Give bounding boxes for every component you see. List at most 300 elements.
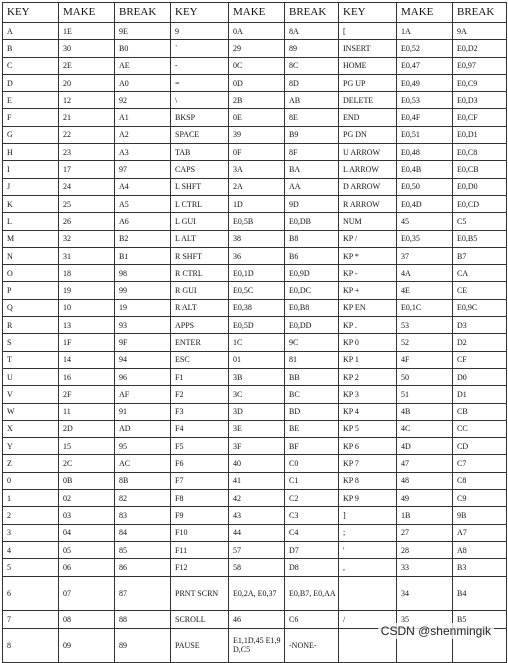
key-cell: F4 [171,420,229,437]
break-cell: 87 [115,576,171,610]
key-cell: KP / [339,230,397,247]
make-cell: 41 [229,472,285,489]
break-cell: E0,DD [285,317,339,334]
key-cell: ESC [171,351,229,368]
key-cell: M [3,230,59,247]
key-cell: KP 9 [339,490,397,507]
key-cell: D [3,74,59,91]
key-cell: H [3,144,59,161]
break-cell: B5 [453,610,507,628]
key-cell: Z [3,455,59,472]
break-cell: 86 [115,559,171,576]
break-cell: D1 [453,386,507,403]
table-row [3,178,507,195]
table-row [3,490,507,507]
break-cell: D3 [453,317,507,334]
key-cell: V [3,386,59,403]
break-cell: E0,97 [453,57,507,74]
key-cell: KP . [339,317,397,334]
table-row [3,74,507,91]
break-cell: E0,CB [453,161,507,178]
key-cell: U [3,368,59,385]
make-cell: E0,4F [397,109,453,126]
key-cell: SCROLL [171,610,229,628]
break-cell: 89 [115,628,171,662]
key-cell: HOME [339,57,397,74]
break-cell: B9 [285,126,339,143]
make-cell: 06 [59,559,115,576]
make-cell: E0,38 [229,299,285,316]
table-row [3,126,507,143]
make-cell: 0E [229,109,285,126]
key-cell: F7 [171,472,229,489]
make-cell: 25 [59,195,115,212]
table-row [3,386,507,403]
make-cell: E0,48 [397,144,453,161]
make-cell: 07 [59,576,115,610]
key-cell: = [171,74,229,91]
key-cell: R SHFT [171,247,229,264]
key-cell: \ [171,92,229,109]
key-cell: L SHFT [171,178,229,195]
key-cell: ; [339,524,397,541]
break-cell: B7 [453,247,507,264]
make-cell: E0,53 [397,92,453,109]
key-cell: F3 [171,403,229,420]
break-cell: 8B [115,472,171,489]
break-cell: 8D [285,74,339,91]
key-cell: W [3,403,59,420]
make-cell: 24 [59,178,115,195]
make-cell: 51 [397,386,453,403]
break-cell: 83 [115,507,171,524]
break-cell: 94 [115,351,171,368]
make-cell: 3C [229,386,285,403]
make-cell: 26 [59,213,115,230]
break-cell: 8F [285,144,339,161]
break-cell: AF [115,386,171,403]
key-cell: TAB [171,144,229,161]
key-cell: END [339,109,397,126]
make-cell: 14 [59,351,115,368]
key-cell: KP * [339,247,397,264]
break-cell: CD [453,438,507,455]
watermark: CSDN @shenmingik [378,623,494,639]
col-header-break: BREAK [285,3,339,23]
key-cell: T [3,351,59,368]
break-cell: BF [285,438,339,455]
header-row [3,3,507,23]
key-cell: KP 3 [339,386,397,403]
make-cell: 0A [229,23,285,40]
make-cell: 1D [229,195,285,212]
table-row [3,299,507,316]
make-cell: E0,5B [229,213,285,230]
make-cell: E0,2A, E0,37 [229,576,285,610]
make-cell: 39 [229,126,285,143]
make-cell: 49 [397,490,453,507]
key-cell: INSERT [339,40,397,57]
make-cell: 11 [59,403,115,420]
break-cell: 8E [285,109,339,126]
break-cell: CE [453,282,507,299]
make-cell: 42 [229,490,285,507]
key-cell: PRNT SCRN [171,576,229,610]
col-header-make: MAKE [397,3,453,23]
col-header-make: MAKE [229,3,285,23]
break-cell: 9E [115,23,171,40]
break-cell: D2 [453,334,507,351]
make-cell: 38 [229,230,285,247]
break-cell: C7 [453,455,507,472]
make-cell: 17 [59,161,115,178]
break-cell: C0 [285,455,339,472]
key-cell: L ALT [171,230,229,247]
make-cell: 4F [397,351,453,368]
make-cell: 57 [229,541,285,558]
break-cell: CB [453,403,507,420]
col-header-key: KEY [339,3,397,23]
table-row [3,57,507,74]
break-cell: A8 [453,541,507,558]
col-header-key: KEY [171,3,229,23]
make-cell: E1,1D,45 E1,9D,C5 [229,628,285,662]
break-cell: 9B [453,507,507,524]
break-cell: 9C [285,334,339,351]
col-header-key: KEY [3,3,59,23]
key-cell: NUM [339,213,397,230]
table-row [3,317,507,334]
make-cell: 2F [59,386,115,403]
break-cell: BA [285,161,339,178]
key-cell: X [3,420,59,437]
make-cell: 28 [397,541,453,558]
key-cell: F6 [171,455,229,472]
break-cell: E0,D3 [453,92,507,109]
table-row [3,420,507,437]
key-cell: F8 [171,490,229,507]
make-cell: 1B [397,507,453,524]
break-cell: C8 [453,472,507,489]
make-cell: 40 [229,455,285,472]
break-cell: E0,B8 [285,299,339,316]
key-cell: 9 [171,23,229,40]
make-cell: 34 [397,576,453,610]
table-row [3,472,507,489]
key-cell: ENTER [171,334,229,351]
break-cell: A1 [115,109,171,126]
key-cell: KP 8 [339,472,397,489]
break-cell: 96 [115,368,171,385]
table-row [3,403,507,420]
key-cell: Q [3,299,59,316]
make-cell: 45 [397,213,453,230]
break-cell: B1 [115,247,171,264]
make-cell: 3E [229,420,285,437]
key-cell: F9 [171,507,229,524]
break-cell: AA [285,178,339,195]
table-row [3,144,507,161]
break-cell: BB [285,368,339,385]
break-cell: C1 [285,472,339,489]
make-cell: 32 [59,230,115,247]
break-cell: D8 [285,559,339,576]
key-cell: C [3,57,59,74]
key-cell: 5 [3,559,59,576]
table-row [3,247,507,264]
make-cell: 10 [59,299,115,316]
table-row [3,40,507,57]
make-cell: E0,49 [397,74,453,91]
make-cell: 43 [229,507,285,524]
break-cell: E0,CF [453,109,507,126]
break-cell: 8A [285,23,339,40]
break-cell: 85 [115,541,171,558]
break-cell: AB [285,92,339,109]
break-cell: BC [285,386,339,403]
key-cell: KP 1 [339,351,397,368]
key-cell: / [339,610,397,628]
key-cell: B [3,40,59,57]
break-cell: E0,B7, E0,AA [285,576,339,610]
break-cell: 9D [285,195,339,212]
break-cell: BD [285,403,339,420]
col-header-break: BREAK [115,3,171,23]
make-cell: 3A [229,161,285,178]
make-cell: 3B [229,368,285,385]
make-cell: 0D [229,74,285,91]
make-cell: 1C [229,334,285,351]
make-cell: 01 [229,351,285,368]
break-cell: C4 [285,524,339,541]
make-cell: 02 [59,490,115,507]
key-cell: 8 [3,628,59,662]
key-cell: F12 [171,559,229,576]
make-cell: 18 [59,265,115,282]
make-cell: E0,5D [229,317,285,334]
key-cell: PG DN [339,126,397,143]
make-cell: 21 [59,109,115,126]
key-cell: F11 [171,541,229,558]
key-cell: D ARROW [339,178,397,195]
key-cell: 4 [3,541,59,558]
table-row [3,161,507,178]
break-cell: CC [453,420,507,437]
make-cell: 20 [59,74,115,91]
key-cell: R GUI [171,282,229,299]
key-cell: F [3,109,59,126]
break-cell: -NONE- [285,628,339,662]
key-cell: O [3,265,59,282]
key-cell: APPS [171,317,229,334]
key-cell: SPACE [171,126,229,143]
key-cell: PAUSE [171,628,229,662]
key-cell: KP 5 [339,420,397,437]
key-cell: R CTRL [171,265,229,282]
make-cell: E0,1C [397,299,453,316]
make-cell: 16 [59,368,115,385]
break-cell: 82 [115,490,171,507]
key-cell: N [3,247,59,264]
make-cell: 22 [59,126,115,143]
break-cell: D0 [453,368,507,385]
table-row [3,507,507,524]
make-cell: 4A [397,265,453,282]
break-cell: 19 [115,299,171,316]
make-cell: E0,50 [397,178,453,195]
break-cell: A3 [115,144,171,161]
key-cell: R [3,317,59,334]
make-cell: 4D [397,438,453,455]
key-cell: F1 [171,368,229,385]
key-cell: 0 [3,472,59,489]
make-cell: 19 [59,282,115,299]
make-cell: 1F [59,334,115,351]
break-cell: E0,DB [285,213,339,230]
key-cell: 7 [3,610,59,628]
key-cell: PG UP [339,74,397,91]
break-cell: C2 [285,490,339,507]
make-cell: 23 [59,144,115,161]
break-cell: E0,D1 [453,126,507,143]
make-cell: 27 [397,524,453,541]
make-cell: 2E [59,57,115,74]
make-cell: 2C [59,455,115,472]
break-cell: 98 [115,265,171,282]
key-cell: KP 2 [339,368,397,385]
key-cell: G [3,126,59,143]
key-cell: 3 [3,524,59,541]
break-cell: 84 [115,524,171,541]
break-cell: D7 [285,541,339,558]
break-cell: A7 [453,524,507,541]
key-cell: L GUI [171,213,229,230]
break-cell: A5 [115,195,171,212]
break-cell: B3 [453,559,507,576]
key-cell: L [3,213,59,230]
make-cell: E0,47 [397,57,453,74]
make-cell: 15 [59,438,115,455]
break-cell: 81 [285,351,339,368]
key-cell: KP 4 [339,403,397,420]
col-header-break: BREAK [453,3,507,23]
break-cell: AC [115,455,171,472]
make-cell: 05 [59,541,115,558]
make-cell: 2B [229,92,285,109]
break-cell: 9A [453,23,507,40]
table-row [3,368,507,385]
break-cell: BE [285,420,339,437]
table-row [3,455,507,472]
make-cell: 30 [59,40,115,57]
break-cell: 91 [115,403,171,420]
make-cell: 2A [229,178,285,195]
break-cell: B0 [115,40,171,57]
break-cell: B6 [285,247,339,264]
key-cell: KP 6 [339,438,397,455]
make-cell: E0,4D [397,195,453,212]
table-row [3,282,507,299]
make-cell: 4B [397,403,453,420]
make-cell: E0,51 [397,126,453,143]
key-cell: - [171,57,229,74]
key-cell: ] [339,507,397,524]
make-cell: E0,52 [397,40,453,57]
key-cell: E [3,92,59,109]
table-row [3,576,507,610]
break-cell: E0,9C [453,299,507,316]
break-cell: AE [115,57,171,74]
key-cell: Y [3,438,59,455]
make-cell: 3F [229,438,285,455]
break-cell: E0,DC [285,282,339,299]
key-cell: KP 7 [339,455,397,472]
break-cell: B8 [285,230,339,247]
make-cell: 50 [397,368,453,385]
break-cell: CA [453,265,507,282]
key-cell: 1 [3,490,59,507]
break-cell: E0,C8 [453,144,507,161]
break-cell: 8C [285,57,339,74]
make-cell: 0F [229,144,285,161]
key-cell: I [3,161,59,178]
break-cell: C6 [285,610,339,628]
make-cell: 03 [59,507,115,524]
break-cell: B4 [453,576,507,610]
break-cell: E0,9D [285,265,339,282]
key-cell: J [3,178,59,195]
make-cell: 13 [59,317,115,334]
key-cell: L CTRL [171,195,229,212]
make-cell: 1E [59,23,115,40]
key-cell: U ARROW [339,144,397,161]
table-row [3,92,507,109]
make-cell: E0,4B [397,161,453,178]
key-cell: P [3,282,59,299]
make-cell: 58 [229,559,285,576]
table-row [3,23,507,40]
break-cell: 9F [115,334,171,351]
key-cell: 6 [3,576,59,610]
make-cell: 46 [229,610,285,628]
break-cell: 99 [115,282,171,299]
table-row [3,351,507,368]
break-cell: 88 [115,610,171,628]
key-cell: L ARROW [339,161,397,178]
make-cell: 29 [229,40,285,57]
key-cell: F5 [171,438,229,455]
make-cell: 31 [59,247,115,264]
break-cell: C3 [285,507,339,524]
key-cell: BKSP [171,109,229,126]
break-cell: AD [115,420,171,437]
break-cell: E0,D0 [453,178,507,195]
break-cell: E0,C9 [453,74,507,91]
make-cell: E0,1D [229,265,285,282]
key-cell: A [3,23,59,40]
key-cell: ' [339,541,397,558]
break-cell: C9 [453,490,507,507]
break-cell: 95 [115,438,171,455]
make-cell: 36 [229,247,285,264]
make-cell: 47 [397,455,453,472]
break-cell: E0,D2 [453,40,507,57]
break-cell: 89 [285,40,339,57]
key-cell: [ [339,23,397,40]
table-row [3,109,507,126]
key-cell: K [3,195,59,212]
key-cell: F2 [171,386,229,403]
